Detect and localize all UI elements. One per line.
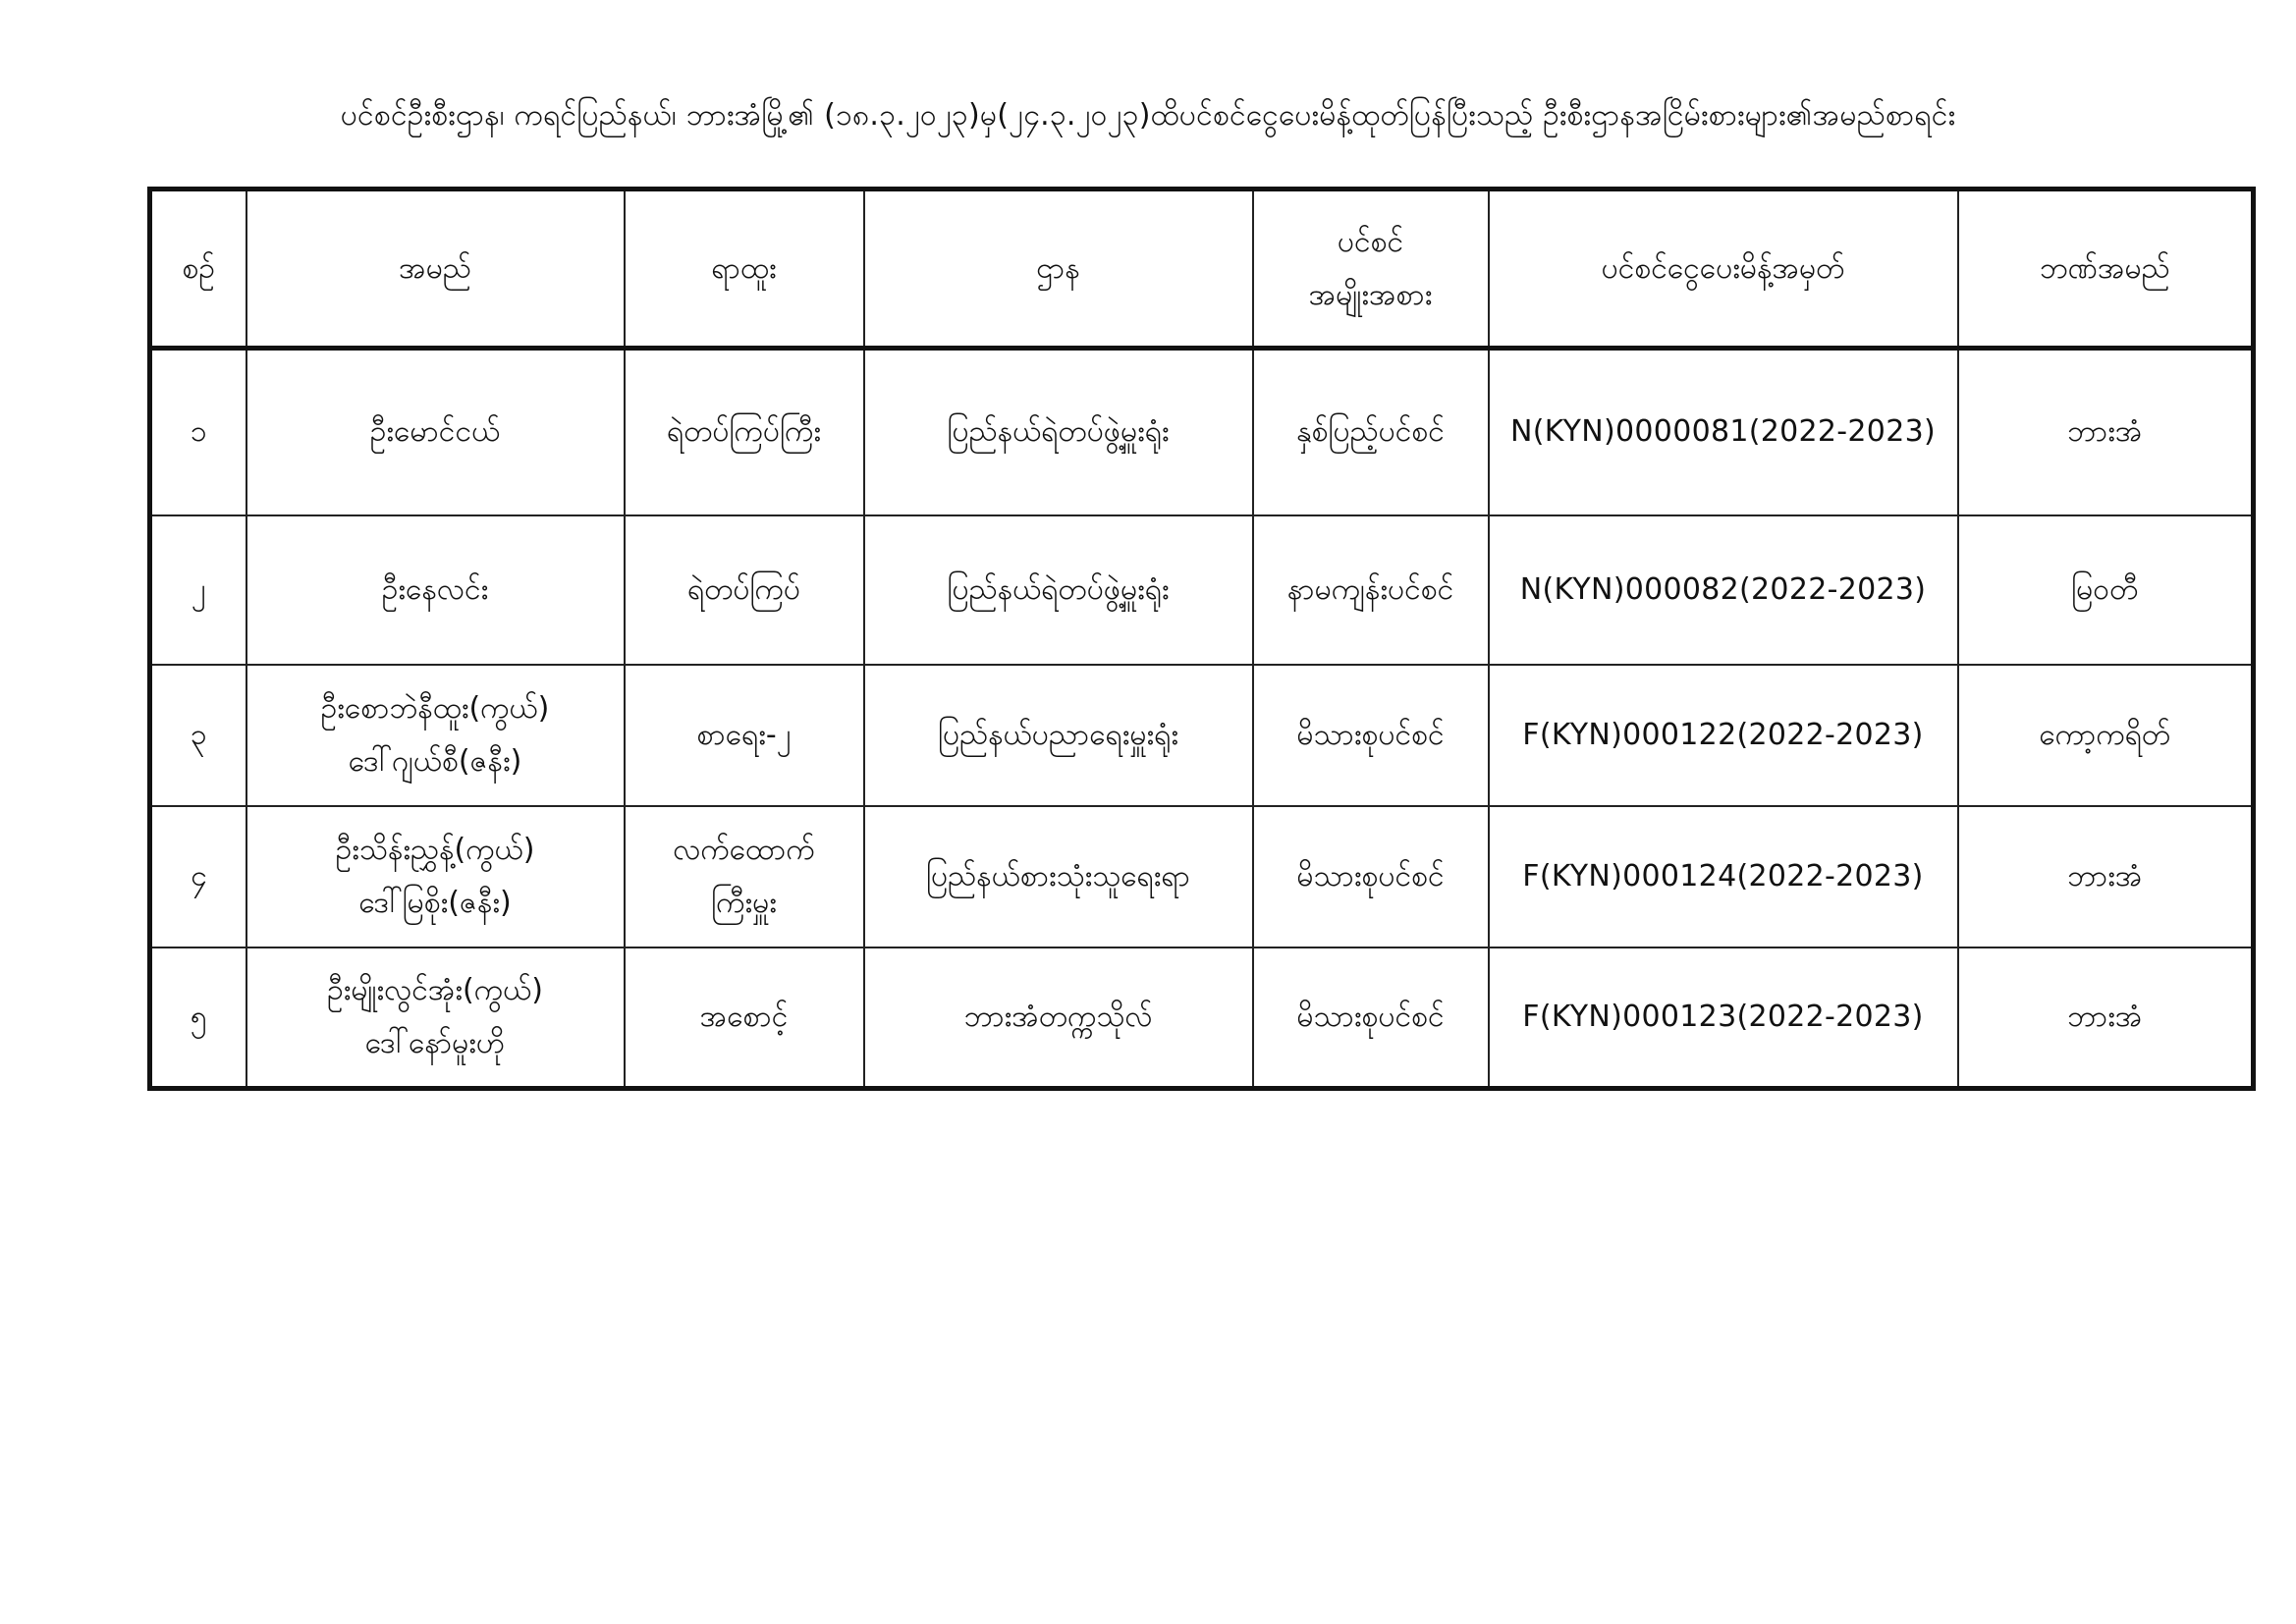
cell-no: ၃ [150,665,246,806]
cell-department: ပြည်နယ်စားသုံးသူရေးရာ [864,806,1253,947]
cell-rank: ရဲတပ်ကြပ် [625,515,864,665]
cell-bank: ဘားအံ [1958,806,2254,947]
table-body [150,349,2254,1089]
table-row [150,806,2254,947]
cell-pension-type: နာမကျန်းပင်စင် [1253,515,1489,665]
cell-department: ပြည်နယ်ရဲတပ်ဖွဲ့မှူးရုံး [864,349,1253,515]
header-row [150,189,2254,349]
cell-rank-line2: ကြီးမှူး [711,885,777,920]
header-pension-type-line2: အမျိုးအစား [1308,277,1433,312]
cell-name-line1: ဦးသိန်းညွှန့်(ကွယ်) [335,832,535,867]
cell-no: ၂ [150,515,246,665]
cell-rank: အစောင့် [625,947,864,1089]
header-no: စဉ် [150,189,246,349]
table-header [150,189,2254,349]
header-bank: ဘဏ်အမည် [1958,189,2254,349]
cell-order-no: N(KYN)000082(2022-2023) [1489,515,1958,665]
header-pension-type-line1: ပင်စင် [1337,224,1404,259]
cell-name: ဦးနေလင်း [246,515,625,665]
cell-name-line2: ဒေါ်ဂျယ်စီ(ဇနီး) [348,743,522,779]
cell-rank: စာရေး-၂ [625,665,864,806]
cell-no: ၁ [150,349,246,515]
cell-department: ဘားအံတက္ကသိုလ် [864,947,1253,1089]
cell-pension-type: မိသားစုပင်စင် [1253,806,1489,947]
pension-table-container [147,187,2251,1091]
cell-order-no: F(KYN)000124(2022-2023) [1489,806,1958,947]
cell-order-no: F(KYN)000122(2022-2023) [1489,665,1958,806]
cell-bank: မြဝတီ [1958,515,2254,665]
cell-bank: ဘားအံ [1958,349,2254,515]
table-row [150,349,2254,515]
cell-bank: ဘားအံ [1958,947,2254,1089]
cell-name-line1: ဦးမျိုးလွင်အုံး(ကွယ်) [327,972,543,1007]
header-department: ဌာန [864,189,1253,349]
header-name: အမည် [246,189,625,349]
table-row [150,947,2254,1089]
cell-name: ဦးမောင်ငယ် [246,349,625,515]
header-rank: ရာထူး [625,189,864,349]
cell-name-line2: ဒေါ်မြစိုး(ဇနီး) [358,885,512,920]
cell-pension-type: နှစ်ပြည့်ပင်စင် [1253,349,1489,515]
cell-name [246,665,625,806]
cell-rank-line1: လက်ထောက် [673,832,815,867]
cell-name [246,947,625,1089]
pension-table [147,187,2256,1091]
cell-name-line2: ဒေါ်နော်မူးဟို [364,1025,506,1060]
cell-order-no: N(KYN)0000081(2022-2023) [1489,349,1958,515]
table-row [150,515,2254,665]
table-row [150,665,2254,806]
cell-rank: ရဲတပ်ကြပ်ကြီး [625,349,864,515]
document-title: ပင်စင်ဦးစီးဌာန၊ ကရင်ပြည်နယ်၊ ဘားအံမြို့၏ (၁၈.၃.၂၀၂၃)မှ(၂၄.၃.၂၀၂၃)ထိပင်စင်ငွေပေးမိန့်ထုတ်ပြန်ပြီးသည့် ဦးစီးဌာနအငြိမ်းစားများ၏အမည်စာရင်း [340,98,1956,133]
cell-pension-type: မိသားစုပင်စင် [1253,947,1489,1089]
cell-rank [625,806,864,947]
cell-name [246,806,625,947]
cell-name-line1: ဦးစောဘဲနီထူး(ကွယ်) [320,690,550,726]
cell-bank: ကော့ကရိတ် [1958,665,2254,806]
header-order-no: ပင်စင်ငွေပေးမိန့်အမှတ် [1489,189,1958,349]
header-pension-type [1253,189,1489,349]
cell-pension-type: မိသားစုပင်စင် [1253,665,1489,806]
cell-no: ၅ [150,947,246,1089]
cell-no: ၄ [150,806,246,947]
cell-department: ပြည်နယ်ပညာရေးမှူးရုံး [864,665,1253,806]
cell-order-no: F(KYN)000123(2022-2023) [1489,947,1958,1089]
cell-department: ပြည်နယ်ရဲတပ်ဖွဲ့မှူးရုံး [864,515,1253,665]
